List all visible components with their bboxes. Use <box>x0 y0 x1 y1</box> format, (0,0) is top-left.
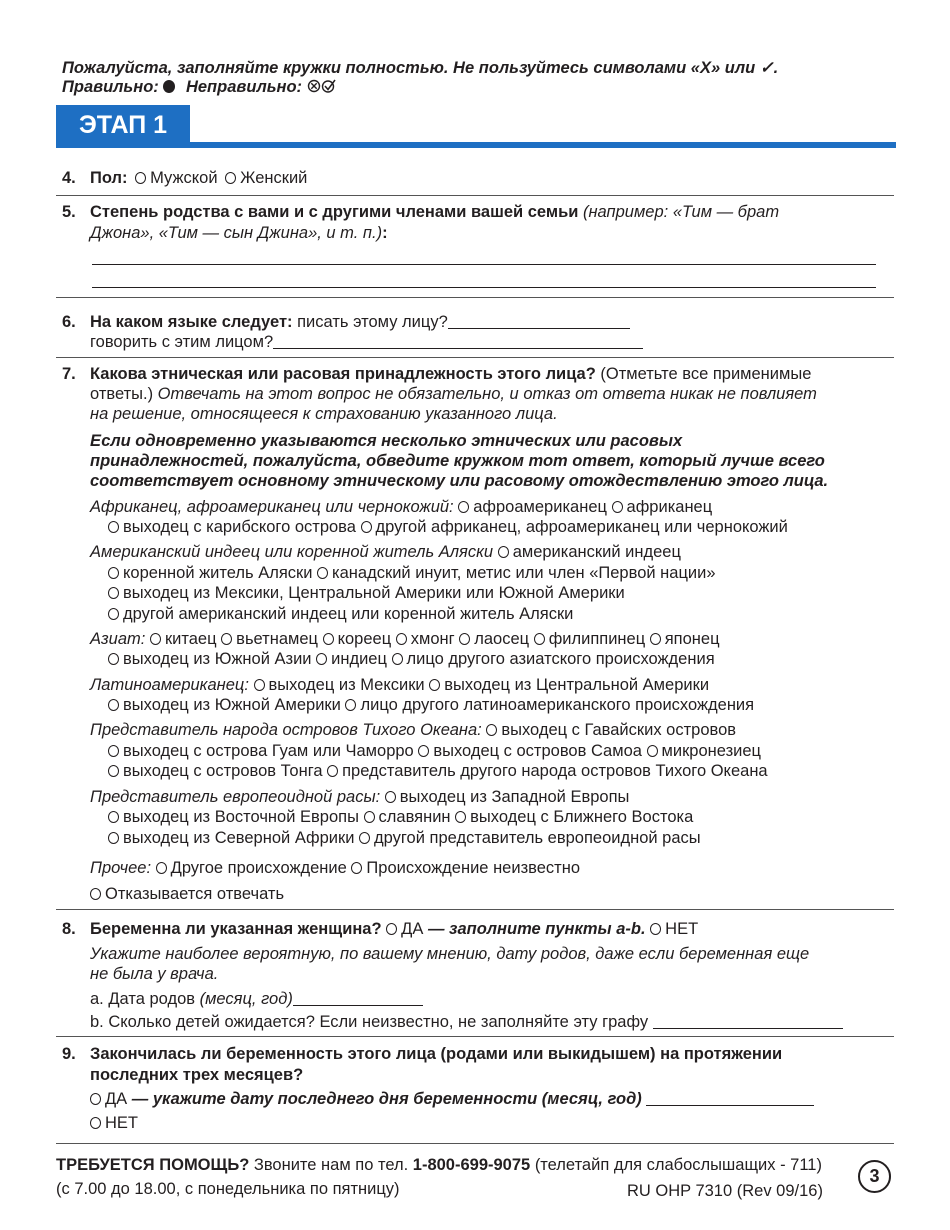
mexico-central-south-america-indian-checkbox[interactable] <box>108 587 119 599</box>
q7-bold-3: соответствует основному этническому или расовому отождествлению этого лица. <box>90 472 829 490</box>
tongan-checkbox[interactable] <box>108 765 119 777</box>
footer-hours: (с 7.00 до 18.00, с понедельника по пятницу) <box>56 1180 400 1198</box>
unknown-origin-checkbox[interactable] <box>351 862 362 874</box>
asian-group-2: выходец из Южной Азии индиец лицо другого азиатского происхождения <box>108 650 715 669</box>
q7-label: Какова этническая или расовая принадлежность этого лица? (Отметьте все применимые <box>90 365 812 383</box>
pregnant-no-radio[interactable] <box>650 923 661 935</box>
north-african-checkbox[interactable] <box>108 832 119 844</box>
pregnancy-end-date-input[interactable] <box>646 1091 814 1106</box>
form-id: RU OHP 7310 (Rev 09/16) <box>627 1182 823 1200</box>
q5-number: 5. <box>62 203 76 221</box>
q6-number: 6. <box>62 313 76 331</box>
latino-group: Латиноамериканец: выходец из Мексики выходец из Центральной Америки <box>90 676 710 694</box>
korean-checkbox[interactable] <box>323 633 334 645</box>
stage-rule <box>56 142 896 148</box>
divider <box>56 297 894 298</box>
european-group-2: выходец из Восточной Европы славянин выходец с Ближнего Востока <box>108 808 693 827</box>
q7-bold-2: принадлежностей, пожалуйста, обведите кружком тот ответ, который лучше всего <box>90 452 825 470</box>
stage-title: ЭТАП 1 <box>78 111 168 139</box>
other-native-checkbox[interactable] <box>108 608 119 620</box>
q6-speak: говорить с этим лицом? <box>90 333 643 352</box>
other-origin-checkbox[interactable] <box>156 862 167 874</box>
speak-language-input[interactable] <box>273 334 643 349</box>
japanese-checkbox[interactable] <box>650 633 661 645</box>
q4-number: 4. <box>62 169 76 187</box>
filipino-checkbox[interactable] <box>534 633 545 645</box>
laotian-checkbox[interactable] <box>459 633 470 645</box>
central-american-checkbox[interactable] <box>429 679 440 691</box>
guam-checkbox[interactable] <box>108 745 119 757</box>
female-radio[interactable] <box>225 172 236 184</box>
south-asian-checkbox[interactable] <box>108 653 119 665</box>
q7-number: 7. <box>62 365 76 383</box>
q6-write: На каком языке следует: писать этому лицу? <box>90 313 630 332</box>
hawaiian-checkbox[interactable] <box>486 724 497 736</box>
samoan-checkbox[interactable] <box>418 745 429 757</box>
divider <box>56 909 894 910</box>
q8-a: a. Дата родов (месяц, год) <box>90 990 423 1009</box>
q9-label-1: Закончилась ли беременность этого лица (родами или выкидышем) на протяжении <box>90 1045 783 1063</box>
other-african-checkbox[interactable] <box>361 521 372 533</box>
native-group-3: выходец из Мексики, Центральной Америки или Южной Америки <box>108 584 625 603</box>
indian-checkbox[interactable] <box>316 653 327 665</box>
slavic-checkbox[interactable] <box>364 811 375 823</box>
relationship-input-line-2[interactable] <box>92 287 876 288</box>
african-american-checkbox[interactable] <box>458 501 469 513</box>
pacific-group-2: выходец с острова Гуам или Чаморро выходец с островов Самоа микронезиец <box>108 742 761 761</box>
mexican-checkbox[interactable] <box>254 679 265 691</box>
pregnant-yes-radio[interactable] <box>386 923 397 935</box>
other-pacific-checkbox[interactable] <box>327 765 338 777</box>
q7-note-2: на решение, относящееся к страхованию указанного лица. <box>90 405 558 423</box>
instructions-example: Правильно: Неправильно: <box>62 78 337 97</box>
footer-help: ТРЕБУЕТСЯ ПОМОЩЬ? Звоните нам по тел. 1-800-699-9075 (телетайп для слабослышащих - 711) <box>56 1156 822 1174</box>
native-group-2: коренной житель Аляски канадский инуит, метис или член «Первой нации» <box>108 564 716 583</box>
pacific-group: Представитель народа островов Тихого Океана: выходец с Гавайских островов <box>90 721 737 739</box>
page-number: 3 <box>858 1160 891 1193</box>
middle-eastern-checkbox[interactable] <box>455 811 466 823</box>
asian-group: Азиат: китаец вьетнамец кореец хмонг лаосец филиппинец японец <box>90 630 720 648</box>
vietnamese-checkbox[interactable] <box>221 633 232 645</box>
other-asian-checkbox[interactable] <box>392 653 403 665</box>
filled-circle-icon <box>163 80 175 93</box>
african-group-2: выходец с карибского острова другой африканец, афроамериканец или чернокожий <box>108 518 788 537</box>
refuse-checkbox[interactable] <box>90 888 101 900</box>
relationship-input-line-1[interactable] <box>92 264 876 265</box>
instructions-line: Пожалуйста, заполняйте кружки полностью. Не пользуйтесь символами «X» или ✓. <box>62 59 779 77</box>
q4-sex: Пол: Мужской Женский <box>90 169 308 187</box>
crossed-circle-icon <box>307 79 321 93</box>
refuse-group: Отказывается отвечать <box>90 885 284 904</box>
pregnancy-ended-yes-radio[interactable] <box>90 1093 101 1105</box>
male-radio[interactable] <box>135 172 146 184</box>
native-group: Американский индеец или коренной житель Аляски американский индеец <box>90 543 681 561</box>
caribbean-checkbox[interactable] <box>108 521 119 533</box>
other-group: Прочее: Другое происхождение Происхождение неизвестно <box>90 859 580 877</box>
european-group-3: выходец из Северной Африки другой представитель европеоидной расы <box>108 829 701 848</box>
checked-circle-icon <box>321 79 337 93</box>
african-group: Африканец, афроамериканец или чернокожий: афроамериканец африканец <box>90 498 713 516</box>
due-date-input[interactable] <box>293 991 423 1006</box>
canadian-inuit-checkbox[interactable] <box>317 567 328 579</box>
african-checkbox[interactable] <box>612 501 623 513</box>
native-group-4: другой американский индеец или коренной житель Аляски <box>108 605 573 624</box>
q8-b: b. Сколько детей ожидается? Если неизвестно, не заполняйте эту графу <box>90 1013 843 1032</box>
q9-number: 9. <box>62 1045 76 1063</box>
q7-bold-1: Если одновременно указываются несколько этнических или расовых <box>90 432 683 450</box>
expected-children-input[interactable] <box>653 1014 843 1029</box>
other-latino-checkbox[interactable] <box>345 699 356 711</box>
stage-header <box>56 105 190 145</box>
q9-no: НЕТ <box>90 1114 138 1133</box>
hmong-checkbox[interactable] <box>396 633 407 645</box>
q8-note-1: Укажите наиболее вероятную, по вашему мнению, дату родов, даже если беременная еще <box>90 945 810 963</box>
pregnancy-ended-no-radio[interactable] <box>90 1117 101 1129</box>
european-group: Представитель европеоидной расы: выходец из Западной Европы <box>90 788 630 806</box>
latino-group-2: выходец из Южной Америки лицо другого латиноамериканского происхождения <box>108 696 754 715</box>
divider <box>56 195 894 196</box>
american-indian-checkbox[interactable] <box>498 546 509 558</box>
q8-label: Беременна ли указанная женщина? ДА — заполните пункты a-b. НЕТ <box>90 920 699 938</box>
divider <box>56 1036 894 1037</box>
south-american-checkbox[interactable] <box>108 699 119 711</box>
other-european-checkbox[interactable] <box>359 832 370 844</box>
pacific-group-3: выходец с островов Тонга представитель другого народа островов Тихого Океана <box>108 762 768 781</box>
eastern-european-checkbox[interactable] <box>108 811 119 823</box>
q5-label: Степень родства с вами и с другими членами вашей семьи (например: «Тим — брат <box>90 203 780 221</box>
divider <box>56 1143 894 1144</box>
q9-yes: ДА — укажите дату последнего дня беременности (месяц, год) <box>90 1090 814 1109</box>
micronesian-checkbox[interactable] <box>647 745 658 757</box>
q8-number: 8. <box>62 920 76 938</box>
q9-label-2: последних трех месяцев? <box>90 1066 304 1084</box>
chinese-checkbox[interactable] <box>150 633 161 645</box>
write-language-input[interactable] <box>448 314 630 329</box>
western-european-checkbox[interactable] <box>385 791 396 803</box>
q8-note-2: не была у врача. <box>90 965 219 983</box>
q5-example: Джона», «Тим — сын Джина», и т. п.): <box>90 224 388 242</box>
q7-note: ответы.) Отвечать на этот вопрос не обязательно, и отказ от ответа никак не повлияет <box>90 385 817 403</box>
alaska-native-checkbox[interactable] <box>108 567 119 579</box>
divider <box>56 357 894 358</box>
